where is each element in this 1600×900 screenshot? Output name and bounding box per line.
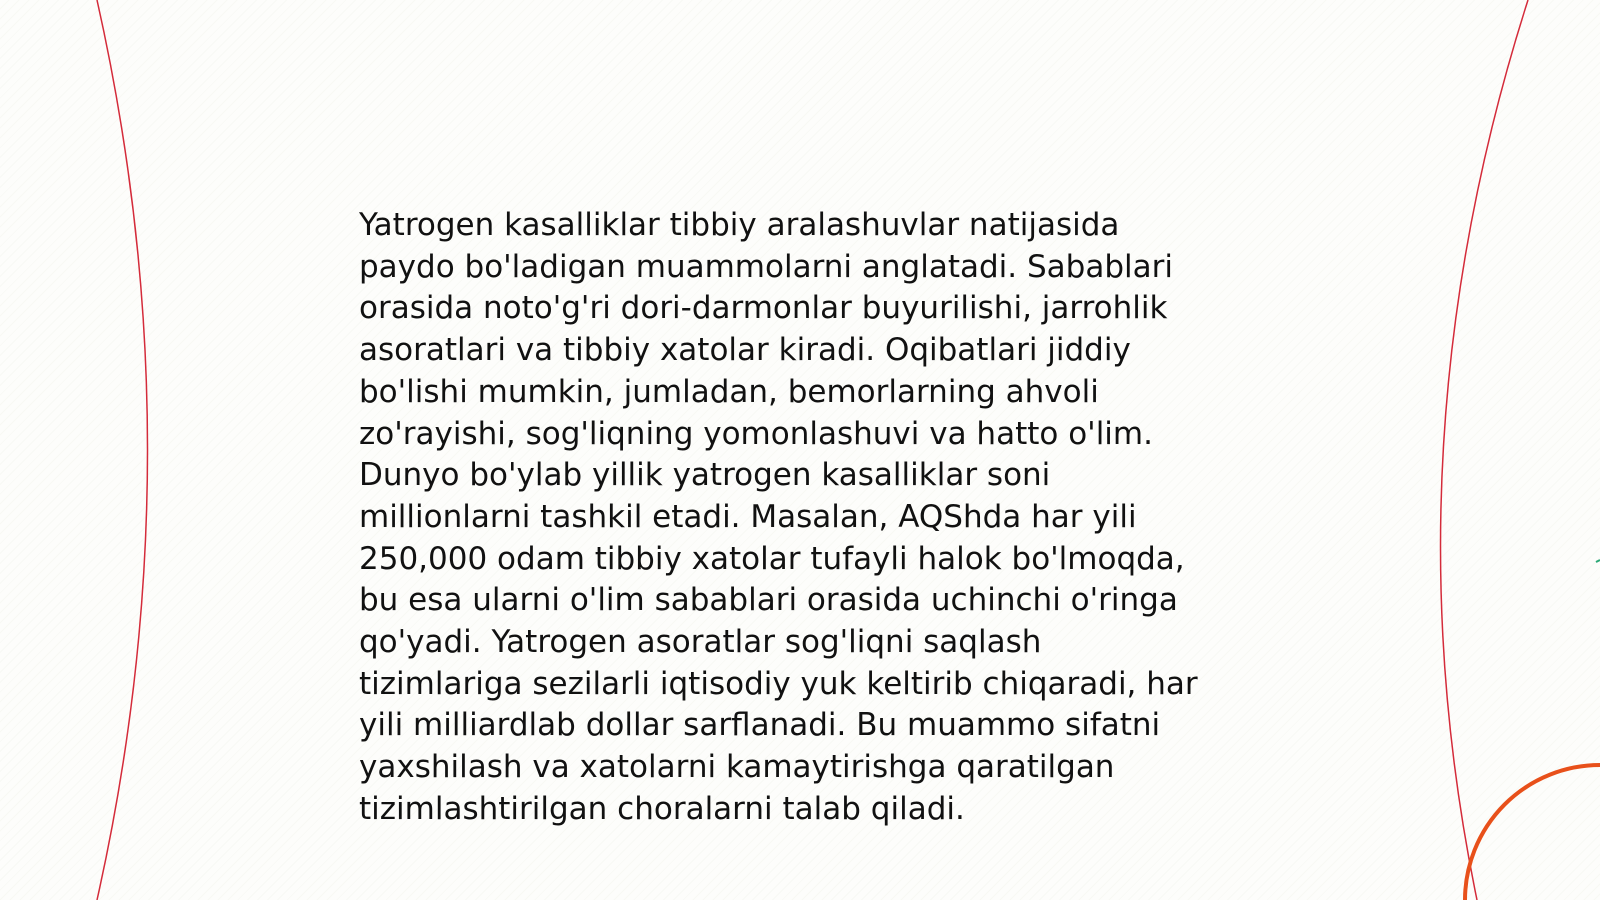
right-red-curve — [1441, 0, 1528, 900]
green-accent-mark — [1596, 560, 1600, 562]
left-red-curve — [97, 0, 148, 900]
body-text: Yatrogen kasalliklar tibbiy aralashuvlar natijasida paydo bo'ladigan muammolarni anglatadi. Sabablari orasida noto'g'ri dori-darmonlar buyurilishi, jarrohlik asoratlari va tibbiy xatolar kiradi. Oqibatlari jiddiy bo'lishi mumkin, jumladan, bemorlarning ahvoli zo'rayishi, sog'liqning yomonlashuvi va hatto o'lim. Dunyo bo'ylab yillik yatrogen kasalliklar soni millionlarni tashkil etadi. Masalan, AQShda har yili 250,000 odam tibbiy xatolar tufayli halok bo'lmoqda, bu esa ularni o'lim sabablari orasida uchinchi o'ringa qo'yadi. Yatrogen asoratlar sog'liqni saqlash tizimlariga sezilarli iqtisodiy yuk keltirib chiqaradi, har yili milliardlab dollar sarflanadi. Bu muammo sifatni yaxshilash va xatolarni kamaytirishga qaratilgan tizimlashtirilgan choralarni talab qiladi. — [359, 207, 1198, 827]
orange-circle-arc — [1465, 765, 1600, 900]
